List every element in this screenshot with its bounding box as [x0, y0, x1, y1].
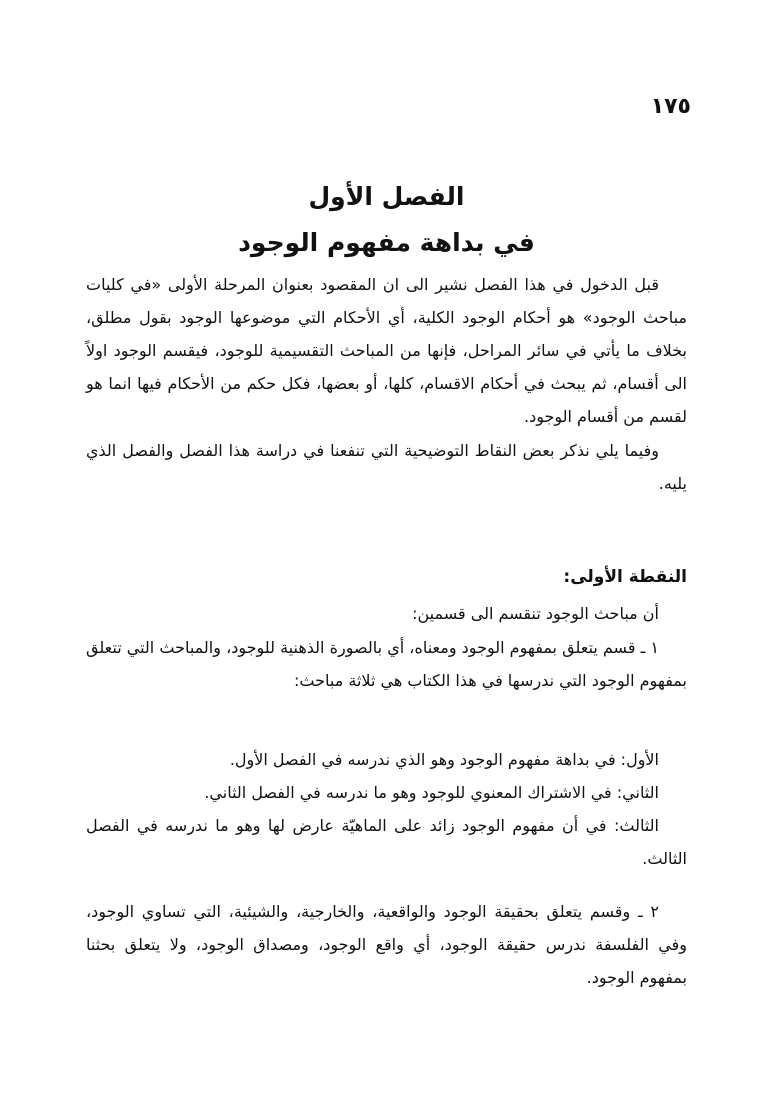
intro-paragraph: قبل الدخول في هذا الفصل نشير الى ان المقصود بعنوان المرحلة الأولى «في كليات مباحث الوجود» هو أحكام الوجود الكلية، أي الأحكام التي موضوعها الوجود بقول مطلق، بخلاف ما يأتي في سائر المراحل، فإنها من المباحث التقسيمية للوجود، فيقسم الوجود اولاً الى أقسام، ثم يبحث في أحكام الاقسام، كلها، أو بعضها، فكل حكم من الأحكام فيها انما هو لقسم من أقسام الوجود.	[86, 275, 687, 426]
list-item-third: الثالث: في أن مفهوم الوجود زائد على الماهيّة عارض لها وهو ما ندرسه في الفصل الثالث.	[86, 816, 687, 868]
page-number: ١٧٥	[650, 94, 691, 119]
intro-paragraph-2: وفيما يلي نذكر بعض النقاط التوضيحية التي تنفعنا في دراسة هذا الفصل والفصل الذي يليه.	[86, 441, 687, 493]
section-heading-point-one: النقطة الأولى:	[563, 567, 687, 587]
topics-list	[86, 743, 687, 875]
list-item-first: الأول: في بداهة مفهوم الوجود وهو الذي ندرسه في الفصل الأول.	[229, 750, 659, 769]
division-two-paragraph: ٢ ـ وقسم يتعلق بحقيقة الوجود والواقعية، والخارجية، والشيئية، التي تساوي الوجود، وفي الفلسفة ندرس حقيقة الوجود، أي واقع الوجود، ومصداق الوجود، ولا يتعلق بحثنا بمفهوم الوجود.	[86, 902, 687, 987]
list-item-second: الثاني: في الاشتراك المعنوي للوجود وهو ما ندرسه في الفصل الثاني.	[204, 783, 659, 802]
chapter-subtitle: في بداهة مفهوم الوجود	[238, 228, 535, 257]
division-one-paragraph: ١ ـ قسم يتعلق بمفهوم الوجود ومعناه، أي بالصورة الذهنية للوجود، والمباحث التي تتعلق بمفهوم الوجود التي ندرسها في هذا الكتاب هي ثلاثة مباحث:	[86, 638, 687, 690]
point-one-lead: أن مباحث الوجود تنقسم الى قسمين:	[412, 604, 659, 623]
chapter-title: الفصل الأول	[308, 182, 465, 211]
